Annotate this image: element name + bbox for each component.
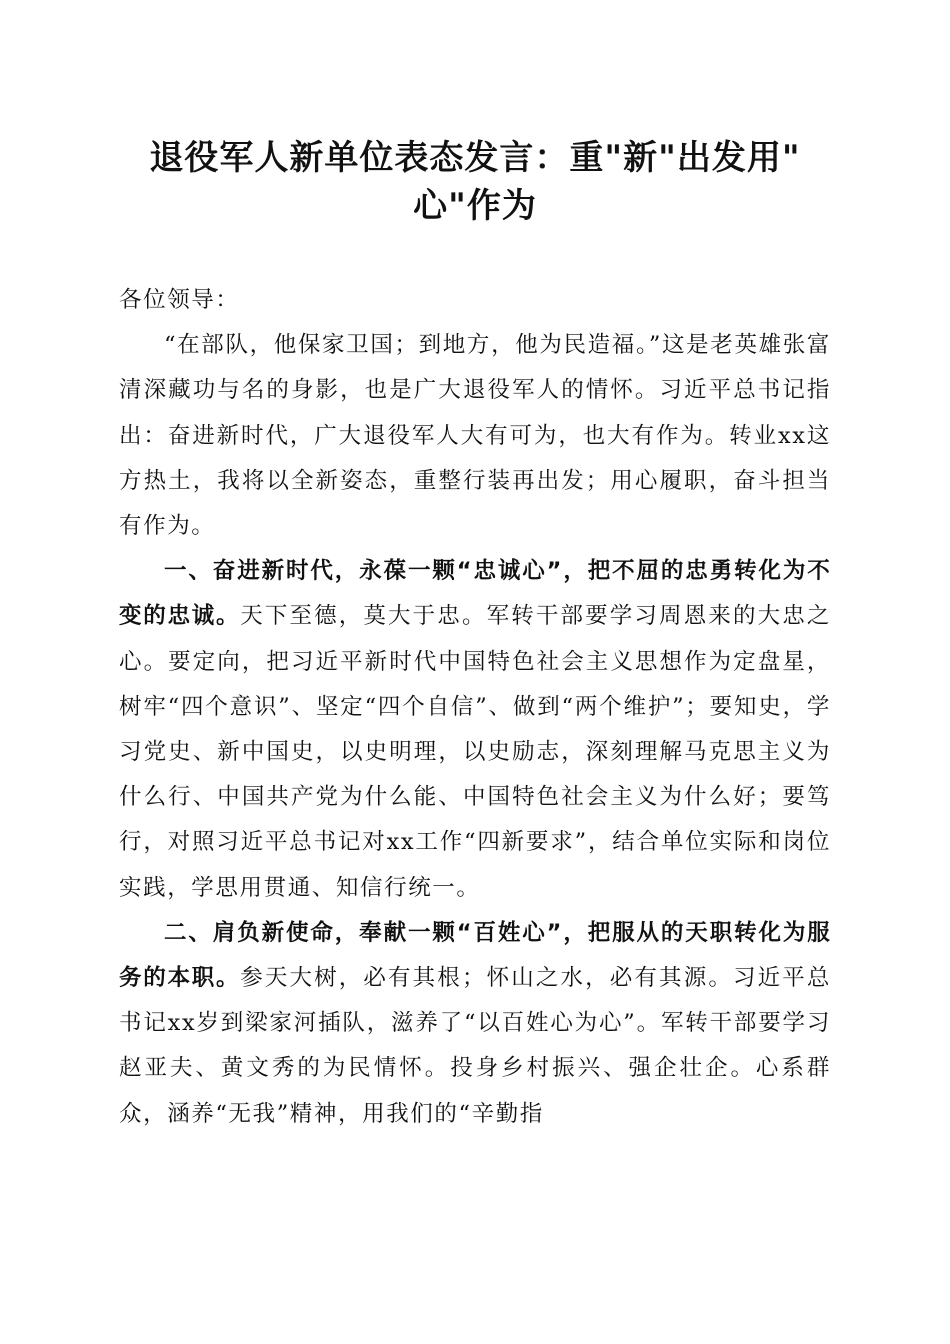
section-1-heading: 一、奋进新时代，永葆一颗“忠诚心”，把不屈的忠勇转化为不变的忠诚。 (119, 558, 831, 630)
intro-paragraph: “在部队，他保家卫国；到地方，他为民造福。”这是老英雄张富清深藏功与名的身影，也是广大退役军人的情怀。习近平总书记指出：奋进新时代，广大退役军人大有可为，也大有作为。转业xx这方热土，我将以全新姿态，重整行装再出发；用心履职，奋斗担当有作为。 (119, 332, 831, 540)
section-2-paragraph (119, 911, 831, 1137)
document-title (100, 134, 850, 230)
section-1-body: 天下至德，莫大于忠。军转干部要学习周恩来的大忠之心。要定向，把习近平新时代中国特色社会主义思想作为定盘星，树牢“四个意识”、坚定“四个自信”、做到“两个维护”；要知史，学习党史、新中国史，以史明理，以史励志，深刻理解马克思主义为什么行、中国共产党为什么能、中国特色社会主义为什么好；要笃行，对照习近平总书记对xx工作“四新要求”，结合单位实际和岗位实践，学思用贯通、知信行统一。 (119, 603, 831, 901)
salutation: 各位领导： (119, 287, 240, 313)
section-2-body: 参天大树，必有其根；怀山之水，必有其源。习近平总书记xx岁到梁家河插队，滋养了“以百姓心为心”。军转干部要学习赵亚夫、黄文秀的为民情怀。投身乡村振兴、强企壮企。心系群众，涵养“无我”精神，用我们的“辛勤指 (119, 965, 831, 1127)
section-2-heading: 二、肩负新使命，奉献一颗“百姓心”，把服从的天职转化为服务的本职。 (119, 919, 831, 992)
title-line-1: 退役军人新单位表态发言：重"新"出发用" (149, 138, 801, 178)
document-body (119, 278, 831, 1137)
title-line-2: 心"作为 (413, 186, 537, 226)
section-1-paragraph (119, 549, 831, 911)
